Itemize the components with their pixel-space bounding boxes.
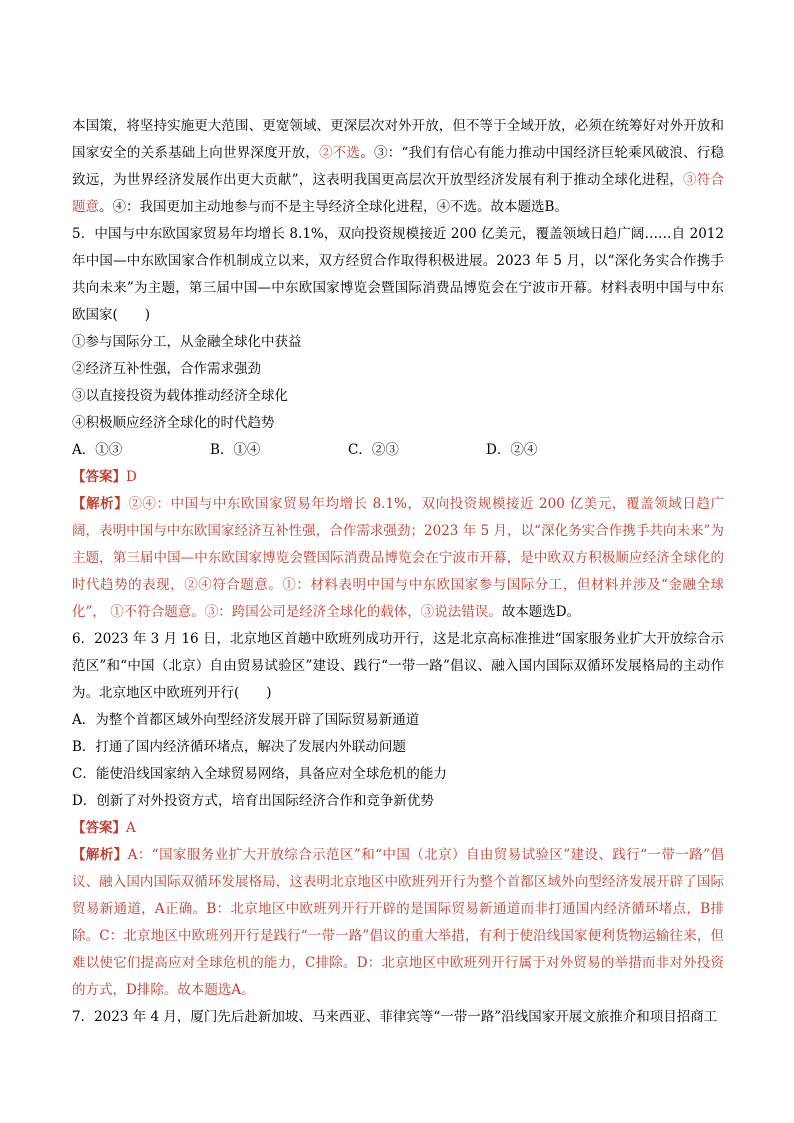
q6-stem: 6．2023 年 3 月 16 日，北京地区首趟中欧班列成功开行，这是北京高标准推进“国家服务业扩大开放综合示范区”和“中国（北京）自由贸易试验区”建设、践行“一带一路”倡议、融入国内国际双循环发展格局的主动作为。北京地区中欧班列开行( ) (72, 631, 724, 701)
q6-option-c: C．能使沿线国家纳入全球贸易网络，具备应对全球危机的能力 (72, 766, 447, 782)
q5-item-3: ③以直接投资为载体推动经济全球化 (72, 388, 288, 404)
q5-answer-value: D (126, 469, 137, 485)
q5-analysis-text-red: ①不符合题意。③：跨国公司是经济全球化的载体，③说法错误。 (110, 604, 502, 620)
q7-stem: 7．2023 年 4 月，厦门先后赴新加坡、马来西亚、菲律宾等“一带一路”沿线国家开展文旅推介和项目招商工 (72, 1009, 718, 1025)
q4-text-3: 。④：我国更加主动地参与而不是主导经济全球化进程，④不选。故本题选B。 (99, 199, 568, 215)
q6-analysis-label: 【解析】 (72, 847, 128, 863)
q5-item-2: ②经济互补性强，合作需求强劲 (72, 361, 261, 377)
q5-answer-label: 【答案】 (72, 469, 126, 485)
q4-text-red-1: ②不选 (319, 145, 361, 161)
q6-option-a: A．为整个首都区域外向型经济发展开辟了国际贸易新通道 (72, 712, 420, 728)
q6-answer-label: 【答案】 (72, 820, 126, 836)
q6-answer-value: A (126, 820, 136, 836)
q6-option-b: B．打通了国内经济循环堵点，解决了发展内外联动问题 (72, 739, 406, 755)
q5-stem: 5．中国与中东欧国家贸易年均增长 8.1%，双向投资规模接近 200 亿美元，覆盖领域日趋广阔……自 2012 年中国—中东欧国家合作机制成立以来，双方经贸合作取得积极进展。2023 年 5 月，以“深化务实合作携手共向未来”为主题，第三届中国—中东欧国家博览会暨国际消费品博览会在宁波市开幕。材料表明中国与中东欧国家( ) (72, 226, 724, 323)
q5-item-1: ①参与国际分工，从金融全球化中获益 (72, 334, 302, 350)
q5-analysis-text-1: ②④：中国与中东欧国家贸易年均增长 8.1%，双向投资规模接近 200 亿美元，覆盖领域日趋广阔，表明中国与中东欧国家经济互补性强，合作需求强劲；2023 年 5 月，以“深化务实合作携手共向未来”为主题，第三届中国—中东欧国家博览会暨国际消费品博览会在宁波市开幕，是中欧双方积极顺应经济全球化的时代趋势的表现，②④符合题意。①：材料表明中国与中东欧国家参与国际分工，但材料并涉及“金融全球化”， (72, 496, 725, 620)
q5-item-4: ④积极顺应经济全球化的时代趋势 (72, 415, 275, 431)
q6-option-d: D．创新了对外投资方式，培育出国际经济合作和竞争新优势 (72, 793, 434, 809)
q5-choice-c: C．②③ (348, 442, 399, 458)
q5-analysis-text-2: 故本题选D。 (501, 604, 581, 620)
document-content (72, 113, 724, 1031)
q6-answer (72, 815, 724, 842)
q4-text-1: 本国策，将坚持实施更大范围、更宽领域、更深层次对外开放，但不等于全域开放，必须在统筹好对外开放和国家安全的关系基础上向世界深度开放， (72, 118, 724, 161)
q5-choice-b: B．①④ (210, 442, 261, 458)
q4-analysis-tail (72, 113, 724, 221)
q6-analysis (72, 842, 724, 1004)
q5-analysis (72, 491, 724, 626)
q5-answer (72, 464, 724, 491)
q5-choice-d: D．②④ (486, 442, 538, 458)
q5-analysis-label: 【解析】 (72, 496, 129, 512)
q5-choice-a: A．①③ (72, 442, 123, 458)
q6-analysis-text: A：“国家服务业扩大开放综合示范区”和“中国（北京）自由贸易试验区”建设、践行“一带一路”倡议、融入国内国际双循环发展格局，这表明北京地区中欧班列开行为整个首都区域外向型经济发展开辟了国际贸易新通道，A正确。B：北京地区中欧班列开行开辟的是国际贸易新通道而非打通国内经济循环堵点，B排除。C：北京地区中欧班列开行是践行“一带一路”倡议的重大举措，有利于使沿线国家便利货物运输往来，但难以使它们提高应对全球危机的能力，C排除。D：北京地区中欧班列开行属于对外贸易的举措而非对外投资的方式，D排除。故本题选A。 (72, 847, 724, 998)
q4-text-red-2: ③符合题意 (72, 172, 724, 215)
q5-choices (72, 437, 724, 464)
q4-text-2: 。③：“我们有信心有能力推动中国经济巨轮乘风破浪、行稳致远，为世界经济发展作出更大贡献”，这表明我国更高层次开放型经济发展有利于推动全球化进程， (72, 145, 725, 188)
